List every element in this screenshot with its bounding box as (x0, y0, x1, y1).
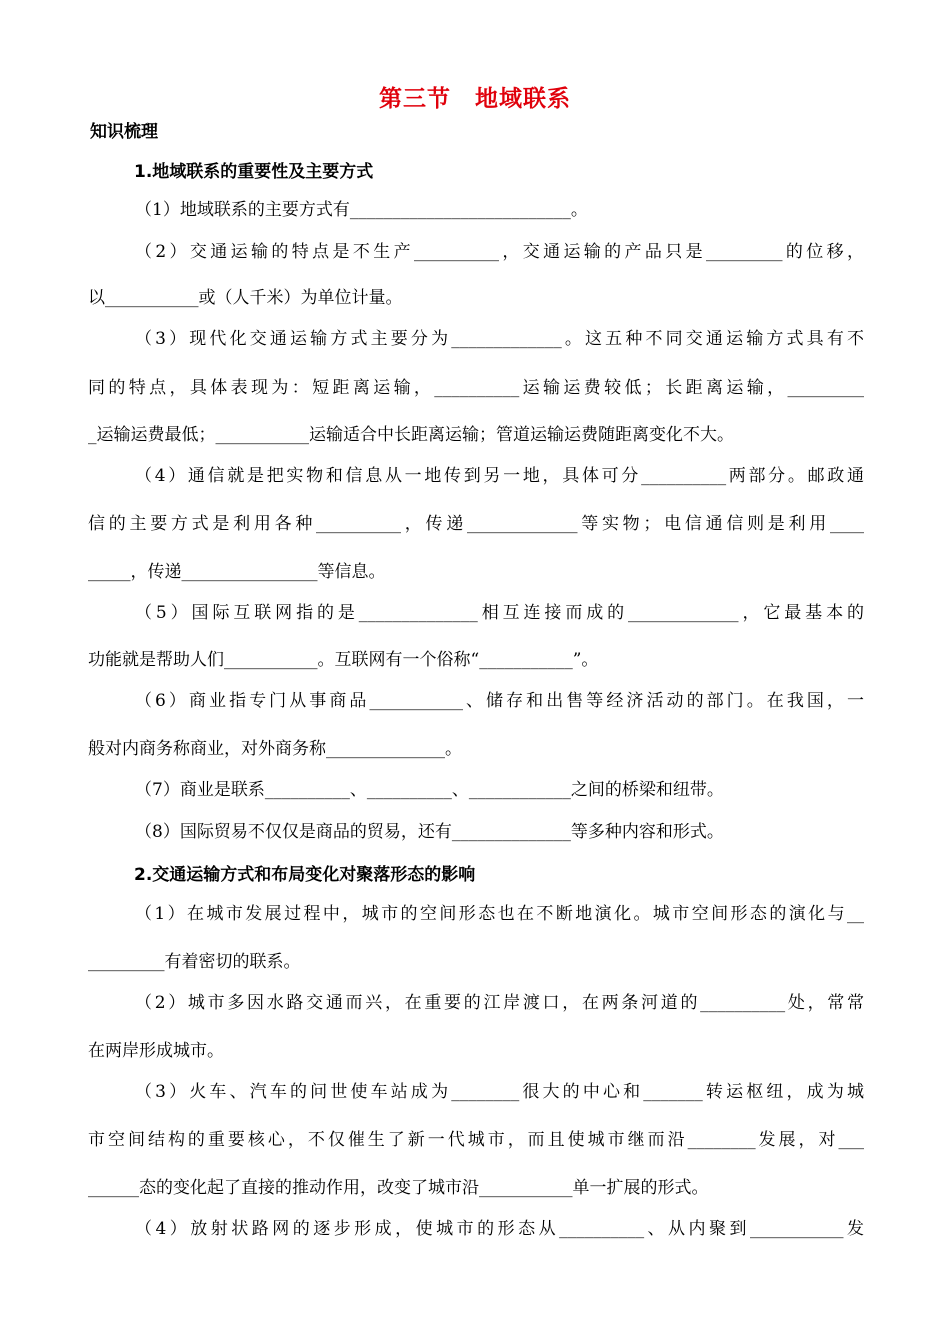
text-line: 以___________或（人千米）为单位计量。 (88, 288, 403, 308)
heading-2: 2.交通运输方式和布局变化对聚落形态的影响 (134, 865, 476, 885)
text-line: （3）火车、汽车的问世使车站成为________很大的中心和_______转运枢纽，成为城 (135, 1082, 864, 1102)
text-line: 同的特点，具体表现为：短距离运输，__________运输运费较低；长距离运输，_________ (88, 378, 864, 398)
text-line: （5）国际互联网指的是______________相互连接而成的_____________，它最基本的 (135, 603, 864, 623)
text-line: 信的主要方式是利用各种__________，传递_____________等实物；电信通信则是利用____ (88, 514, 864, 534)
text-line: 市空间结构的重要核心，不仅催生了新一代城市，而且使城市继而沿________发展，对___ (88, 1130, 864, 1150)
text-line: ______态的变化起了直接的推动作用，改变了城市沿___________单一扩展的形式。 (88, 1178, 709, 1198)
text-line: _____，传递________________等信息。 (88, 562, 386, 582)
text-line: （6）商业指专门从事商品___________、储存和出售等经济活动的部门。在我国，一 (135, 691, 864, 711)
page-title: 第三节 地域联系 (379, 86, 571, 112)
text-line: （8）国际贸易不仅仅是商品的贸易，还有______________等多种内容和形式。 (135, 822, 724, 842)
text-line: 功能就是帮助人们___________。互联网有一个俗称“___________”。 (88, 650, 599, 670)
section-label: 知识梳理 (90, 122, 158, 142)
text-line: 在两岸形成城市。 (88, 1041, 224, 1061)
text-line: （7）商业是联系__________、__________、____________之间的桥梁和纽带。 (135, 780, 724, 800)
text-line: （2）城市多因水路交通而兴，在重要的江岸渡口，在两条河道的__________处，常常 (135, 993, 864, 1013)
text-line: （4）放射状路网的逐步形成，使城市的形态从__________、从内聚到___________发 (135, 1219, 864, 1239)
text-line: （4）通信就是把实物和信息从一地传到另一地，具体可分__________两部分。邮政通 (135, 466, 864, 486)
text-line: 般对内商务称商业，对外商务称______________。 (88, 739, 462, 759)
text-line: _________有着密切的联系。 (88, 952, 301, 972)
text-line: （1）地域联系的主要方式有__________________________。 (135, 200, 588, 220)
text-line: _运输运费最低；___________运输适合中长距离运输；管道运输运费随距离变化不大。 (88, 425, 734, 445)
text-line: （1）在城市发展过程中，城市的空间形态也在不断地演化。城市空间形态的演化与__ (135, 904, 864, 924)
heading-1: 1.地域联系的重要性及主要方式 (134, 162, 374, 182)
text-line: （2）交通运输的特点是不生产__________，交通运输的产品只是_________的位移， (135, 242, 864, 262)
text-line: （3）现代化交通运输方式主要分为_____________。这五种不同交通运输方式具有不 (135, 329, 864, 349)
